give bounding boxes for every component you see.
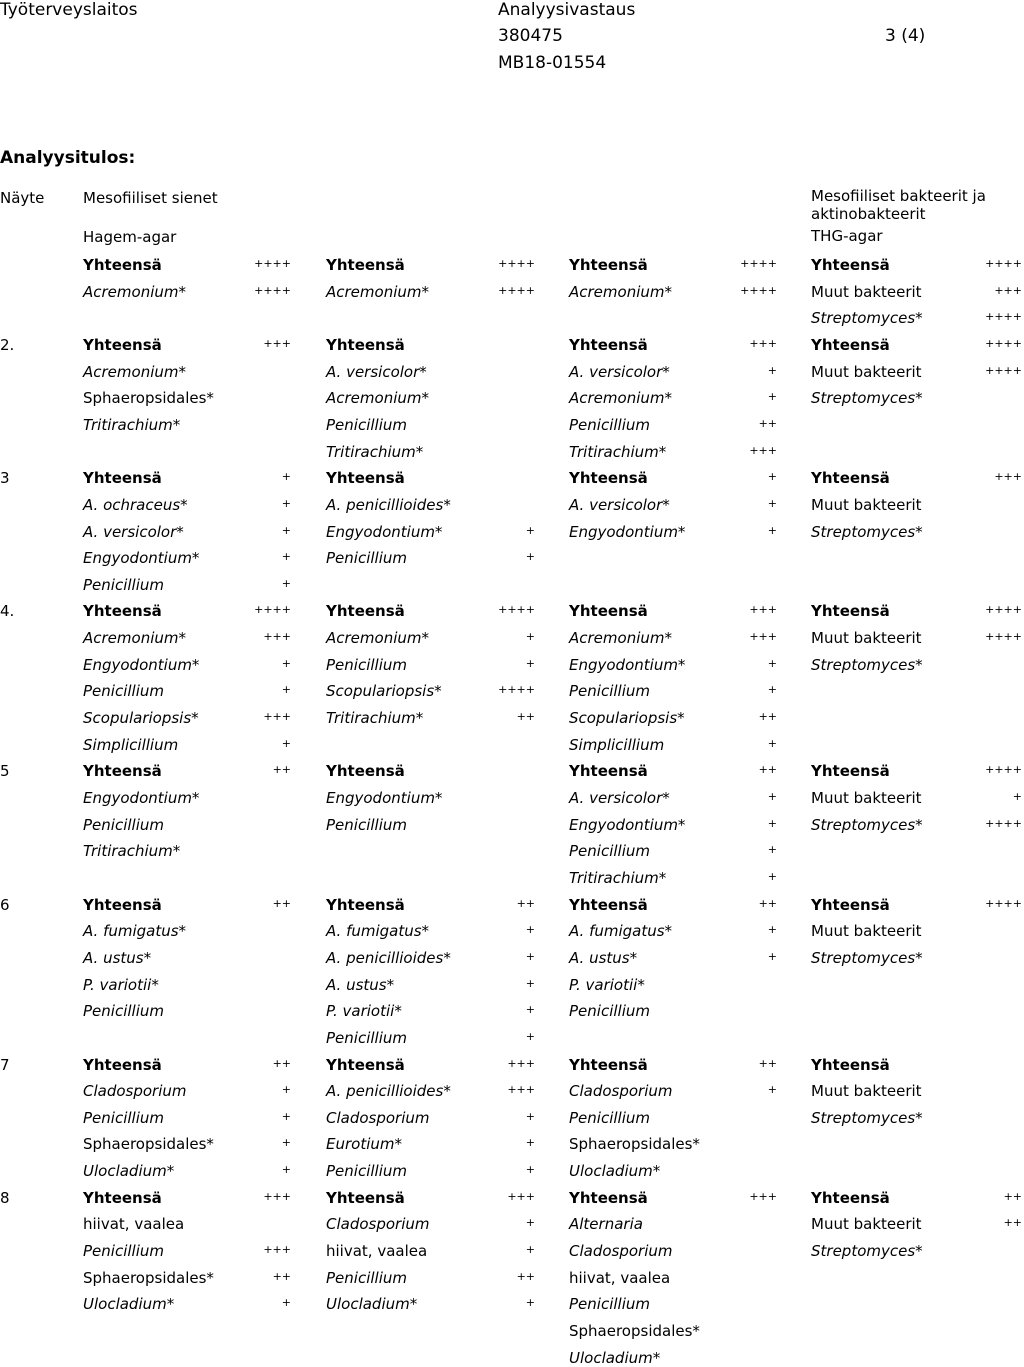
- total-label: Yhteensä: [569, 1056, 648, 1074]
- organism-name: Streptomyces*: [811, 656, 923, 674]
- abundance-score: +: [767, 790, 777, 803]
- total-label: Yhteensä: [811, 1189, 890, 1207]
- organism-name: Muut bakteerit: [811, 1215, 922, 1233]
- abundance-score: ++: [272, 1270, 291, 1283]
- abundance-score: +: [767, 737, 777, 750]
- organism-name: Acremonium*: [326, 629, 429, 647]
- organism-name: Engyodontium*: [326, 789, 443, 807]
- total-label: Yhteensä: [83, 896, 162, 914]
- organism-name: Muut bakteerit: [811, 789, 922, 807]
- organism-name: Muut bakteerit: [811, 922, 922, 940]
- organism-name: Streptomyces*: [811, 949, 923, 967]
- organism-name: P. variotii*: [83, 976, 159, 994]
- total-label: Yhteensä: [326, 1056, 405, 1074]
- abundance-score: +: [525, 950, 535, 963]
- organism-name: Cladosporium: [326, 1215, 430, 1233]
- total-label: Yhteensä: [811, 602, 890, 620]
- organism-name: A. penicillioides*: [326, 1082, 451, 1100]
- abundance-score: +: [281, 657, 291, 670]
- abundance-score: +: [281, 497, 291, 510]
- total-label: Yhteensä: [83, 1189, 162, 1207]
- organism-name: Engyodontium*: [83, 549, 200, 567]
- total-label: Yhteensä: [569, 469, 648, 487]
- abundance-score: +++: [994, 284, 1022, 297]
- total-label: Yhteensä: [326, 256, 405, 274]
- organism-name: Streptomyces*: [811, 389, 923, 407]
- col-header-bacteria: Mesofiiliset bakteerit ja: [811, 187, 986, 205]
- organism-name: Streptomyces*: [811, 1242, 923, 1260]
- organism-name: A. fumigatus*: [83, 922, 187, 940]
- organism-name: Engyodontium*: [569, 656, 686, 674]
- total-label: Yhteensä: [811, 469, 890, 487]
- abundance-score: +++: [263, 630, 291, 643]
- sample-id: 2.: [0, 336, 15, 354]
- organism-name: Sphaeropsidales*: [569, 1322, 700, 1340]
- abundance-score: +: [525, 1136, 535, 1149]
- abundance-score: +: [767, 364, 777, 377]
- sample-id: 7: [0, 1056, 10, 1074]
- organism-name: P. variotii*: [326, 1002, 402, 1020]
- col-header-fungi: Mesofiiliset sienet: [83, 189, 218, 207]
- abundance-score: ++++: [498, 257, 535, 270]
- abundance-score: +: [767, 923, 777, 936]
- section-title: Analyysitulos:: [0, 148, 136, 168]
- organism-name: Penicillium: [569, 1109, 650, 1127]
- organism-name: Acremonium*: [83, 283, 186, 301]
- organism-name: Streptomyces*: [811, 1109, 923, 1127]
- abundance-score: ++++: [985, 337, 1022, 350]
- abundance-score: +: [525, 1163, 535, 1176]
- organism-name: A. penicillioides*: [326, 496, 451, 514]
- organism-name: Acremonium*: [83, 629, 186, 647]
- abundance-score: +++: [507, 1057, 535, 1070]
- page-number: 3 (4): [885, 26, 926, 46]
- organism-name: Penicillium: [569, 1295, 650, 1313]
- organism-name: A. versicolor*: [569, 363, 670, 381]
- organism-name: Ulocladium*: [83, 1162, 175, 1180]
- abundance-score: ++++: [740, 284, 777, 297]
- abundance-score: +++: [749, 1190, 777, 1203]
- organism-name: Engyodontium*: [83, 789, 200, 807]
- organism-name: Penicillium: [569, 416, 650, 434]
- organism-name: Sphaeropsidales*: [569, 1135, 700, 1153]
- total-label: Yhteensä: [326, 602, 405, 620]
- abundance-score: +: [281, 550, 291, 563]
- abundance-score: +++: [507, 1190, 535, 1203]
- abundance-score: +++: [994, 470, 1022, 483]
- organism-name: Penicillium: [326, 1162, 407, 1180]
- abundance-score: +: [525, 1243, 535, 1256]
- abundance-score: +: [281, 470, 291, 483]
- sample-id: 5: [0, 762, 10, 780]
- organism-name: Penicillium: [83, 576, 164, 594]
- abundance-score: ++++: [985, 897, 1022, 910]
- organism-name: Tritirachium*: [326, 443, 424, 461]
- abundance-score: ++: [516, 710, 535, 723]
- abundance-score: +++: [749, 630, 777, 643]
- organism-name: Streptomyces*: [811, 309, 923, 327]
- abundance-score: ++: [1003, 1216, 1022, 1229]
- organism-name: Simplicillium: [83, 736, 179, 754]
- abundance-score: +++: [263, 710, 291, 723]
- organism-name: Sphaeropsidales*: [83, 389, 214, 407]
- organism-name: Cladosporium: [326, 1109, 430, 1127]
- organism-name: A. ustus*: [569, 949, 638, 967]
- total-label: Yhteensä: [569, 336, 648, 354]
- abundance-score: ++++: [985, 763, 1022, 776]
- abundance-score: +++: [263, 1190, 291, 1203]
- abundance-score: +: [767, 657, 777, 670]
- abundance-score: +++: [263, 337, 291, 350]
- sample-id: 8: [0, 1189, 10, 1207]
- col-header-bacteria-2: aktinobakteerit: [811, 205, 926, 223]
- abundance-score: +: [767, 470, 777, 483]
- organism-name: Sphaeropsidales*: [83, 1135, 214, 1153]
- abundance-score: +: [767, 1083, 777, 1096]
- organism-name: Sphaeropsidales*: [83, 1269, 214, 1287]
- total-label: Yhteensä: [326, 469, 405, 487]
- organism-name: Penicillium: [569, 842, 650, 860]
- abundance-score: ++: [272, 763, 291, 776]
- abundance-score: +: [525, 1110, 535, 1123]
- organism-name: A. versicolor*: [326, 363, 427, 381]
- abundance-score: ++++: [985, 817, 1022, 830]
- organism-name: A. fumigatus*: [326, 922, 430, 940]
- reference-number: 380475: [498, 26, 563, 46]
- abundance-score: +++: [263, 1243, 291, 1256]
- abundance-score: ++++: [254, 257, 291, 270]
- total-label: Yhteensä: [326, 896, 405, 914]
- organism-name: Penicillium: [83, 816, 164, 834]
- organism-name: Penicillium: [326, 1269, 407, 1287]
- total-label: Yhteensä: [326, 336, 405, 354]
- organism-name: Engyodontium*: [83, 656, 200, 674]
- organism-name: Ulocladium*: [569, 1162, 661, 1180]
- organism-name: Penicillium: [83, 682, 164, 700]
- total-label: Yhteensä: [83, 602, 162, 620]
- sample-id: 4.: [0, 602, 15, 620]
- organism-name: Acremonium*: [569, 629, 672, 647]
- abundance-score: +: [525, 657, 535, 670]
- abundance-score: ++++: [498, 603, 535, 616]
- organism-name: Ulocladium*: [569, 1349, 661, 1367]
- total-label: Yhteensä: [83, 336, 162, 354]
- abundance-score: ++: [758, 763, 777, 776]
- abundance-score: ++: [758, 897, 777, 910]
- organism-name: Penicillium: [326, 416, 407, 434]
- abundance-score: +: [281, 1163, 291, 1176]
- organism-name: A. ochraceus*: [83, 496, 188, 514]
- total-label: Yhteensä: [83, 762, 162, 780]
- organism-name: hiivat, vaalea: [83, 1215, 185, 1233]
- organism-name: Engyodontium*: [326, 523, 443, 541]
- total-label: Yhteensä: [326, 1189, 405, 1207]
- col-header-sample: Näyte: [0, 189, 45, 207]
- organism-name: Streptomyces*: [811, 523, 923, 541]
- abundance-score: +: [767, 497, 777, 510]
- abundance-score: ++: [516, 1270, 535, 1283]
- abundance-score: ++: [272, 897, 291, 910]
- abundance-score: +++: [507, 1083, 535, 1096]
- organism-name: A. fumigatus*: [569, 922, 673, 940]
- organism-name: Engyodontium*: [569, 816, 686, 834]
- abundance-score: +++: [749, 603, 777, 616]
- organism-name: Penicillium: [569, 1002, 650, 1020]
- abundance-score: +: [525, 550, 535, 563]
- abundance-score: +++: [749, 337, 777, 350]
- organism-name: hiivat, vaalea: [569, 1269, 671, 1287]
- organism-name: A. versicolor*: [569, 789, 670, 807]
- organism-name: Muut bakteerit: [811, 283, 922, 301]
- total-label: Yhteensä: [811, 256, 890, 274]
- abundance-score: +: [281, 737, 291, 750]
- abundance-score: +: [767, 524, 777, 537]
- total-label: Yhteensä: [811, 762, 890, 780]
- col-header-fungi-medium: Hagem-agar: [83, 228, 177, 246]
- abundance-score: +: [525, 524, 535, 537]
- organism-name: Penicillium: [83, 1002, 164, 1020]
- organism-name: Acremonium*: [83, 363, 186, 381]
- organism-name: P. variotii*: [569, 976, 645, 994]
- abundance-score: +: [281, 577, 291, 590]
- total-label: Yhteensä: [569, 762, 648, 780]
- organism-name: Penicillium: [326, 816, 407, 834]
- total-label: Yhteensä: [569, 896, 648, 914]
- abundance-score: ++++: [254, 603, 291, 616]
- total-label: Yhteensä: [326, 762, 405, 780]
- organism-name: Cladosporium: [83, 1082, 187, 1100]
- organism-name: Penicillium: [326, 1029, 407, 1047]
- abundance-score: ++++: [985, 364, 1022, 377]
- abundance-score: +: [281, 683, 291, 696]
- organism-name: Scopulariopsis*: [83, 709, 199, 727]
- abundance-score: ++: [758, 417, 777, 430]
- organism-name: Acremonium*: [569, 283, 672, 301]
- abundance-score: ++++: [254, 284, 291, 297]
- organism-name: Tritirachium*: [83, 416, 181, 434]
- organism-name: Engyodontium*: [569, 523, 686, 541]
- document-title: Analyysivastaus: [498, 0, 636, 20]
- abundance-score: +: [767, 817, 777, 830]
- abundance-score: +: [281, 524, 291, 537]
- organism-name: Muut bakteerit: [811, 629, 922, 647]
- abundance-score: ++++: [498, 284, 535, 297]
- organism-name: Scopulariopsis*: [326, 682, 442, 700]
- organism-name: Cladosporium: [569, 1242, 673, 1260]
- organism-name: A. penicillioides*: [326, 949, 451, 967]
- total-label: Yhteensä: [83, 1056, 162, 1074]
- organism-name: Alternaria: [569, 1215, 643, 1233]
- organism-name: Tritirachium*: [569, 443, 667, 461]
- abundance-score: +: [525, 923, 535, 936]
- organism-name: Cladosporium: [569, 1082, 673, 1100]
- total-label: Yhteensä: [811, 896, 890, 914]
- abundance-score: +: [525, 977, 535, 990]
- abundance-score: ++++: [985, 630, 1022, 643]
- organism-name: Tritirachium*: [569, 869, 667, 887]
- total-label: Yhteensä: [569, 256, 648, 274]
- abundance-score: ++++: [985, 603, 1022, 616]
- organism-name: A. versicolor*: [569, 496, 670, 514]
- organism-name: Ulocladium*: [83, 1295, 175, 1313]
- total-label: Yhteensä: [569, 1189, 648, 1207]
- total-label: Yhteensä: [569, 602, 648, 620]
- sample-id: 6: [0, 896, 10, 914]
- abundance-score: ++++: [498, 683, 535, 696]
- organism-name: Acremonium*: [569, 389, 672, 407]
- abundance-score: +: [767, 843, 777, 856]
- abundance-score: +++: [749, 444, 777, 457]
- abundance-score: +: [281, 1083, 291, 1096]
- abundance-score: +: [525, 630, 535, 643]
- abundance-score: +: [281, 1296, 291, 1309]
- sample-id: 3: [0, 469, 10, 487]
- organism-name: Eurotium*: [326, 1135, 402, 1153]
- abundance-score: ++++: [985, 310, 1022, 323]
- organism-name: Penicillium: [326, 549, 407, 567]
- organism-name: Ulocladium*: [326, 1295, 418, 1313]
- abundance-score: +: [525, 1003, 535, 1016]
- total-label: Yhteensä: [83, 256, 162, 274]
- abundance-score: +: [525, 1030, 535, 1043]
- abundance-score: +: [1012, 790, 1022, 803]
- abundance-score: +: [767, 683, 777, 696]
- organism-name: Tritirachium*: [83, 842, 181, 860]
- organism-name: Scopulariopsis*: [569, 709, 685, 727]
- organism-name: A. ustus*: [326, 976, 395, 994]
- organism-name: A. ustus*: [83, 949, 152, 967]
- abundance-score: ++: [516, 897, 535, 910]
- organism-name: Acremonium*: [326, 389, 429, 407]
- total-label: Yhteensä: [811, 336, 890, 354]
- organism-name: Streptomyces*: [811, 816, 923, 834]
- total-label: Yhteensä: [83, 469, 162, 487]
- abundance-score: +: [767, 870, 777, 883]
- organism-name: Muut bakteerit: [811, 496, 922, 514]
- organism-name: Muut bakteerit: [811, 1082, 922, 1100]
- sample-batch-id: MB18-01554: [498, 53, 607, 73]
- organism-name: Penicillium: [326, 656, 407, 674]
- organism-name: Muut bakteerit: [811, 363, 922, 381]
- col-header-bacteria-medium: THG-agar: [811, 227, 883, 245]
- abundance-score: ++: [758, 710, 777, 723]
- organism-name: Acremonium*: [326, 283, 429, 301]
- organism-name: Tritirachium*: [326, 709, 424, 727]
- abundance-score: +: [281, 1110, 291, 1123]
- abundance-score: ++: [1003, 1190, 1022, 1203]
- organism-name: hiivat, vaalea: [326, 1242, 428, 1260]
- organism-name: Penicillium: [83, 1109, 164, 1127]
- abundance-score: ++++: [740, 257, 777, 270]
- abundance-score: ++: [272, 1057, 291, 1070]
- abundance-score: +: [525, 1296, 535, 1309]
- abundance-score: +: [525, 1216, 535, 1229]
- total-label: Yhteensä: [811, 1056, 890, 1074]
- organism-name: Penicillium: [83, 1242, 164, 1260]
- organism-name: A. versicolor*: [83, 523, 184, 541]
- abundance-score: +: [767, 950, 777, 963]
- abundance-score: +: [281, 1136, 291, 1149]
- abundance-score: +: [767, 390, 777, 403]
- organism-name: Penicillium: [569, 682, 650, 700]
- organism-name: Simplicillium: [569, 736, 665, 754]
- org-name: Työterveyslaitos: [0, 0, 138, 20]
- abundance-score: ++: [758, 1057, 777, 1070]
- abundance-score: ++++: [985, 257, 1022, 270]
